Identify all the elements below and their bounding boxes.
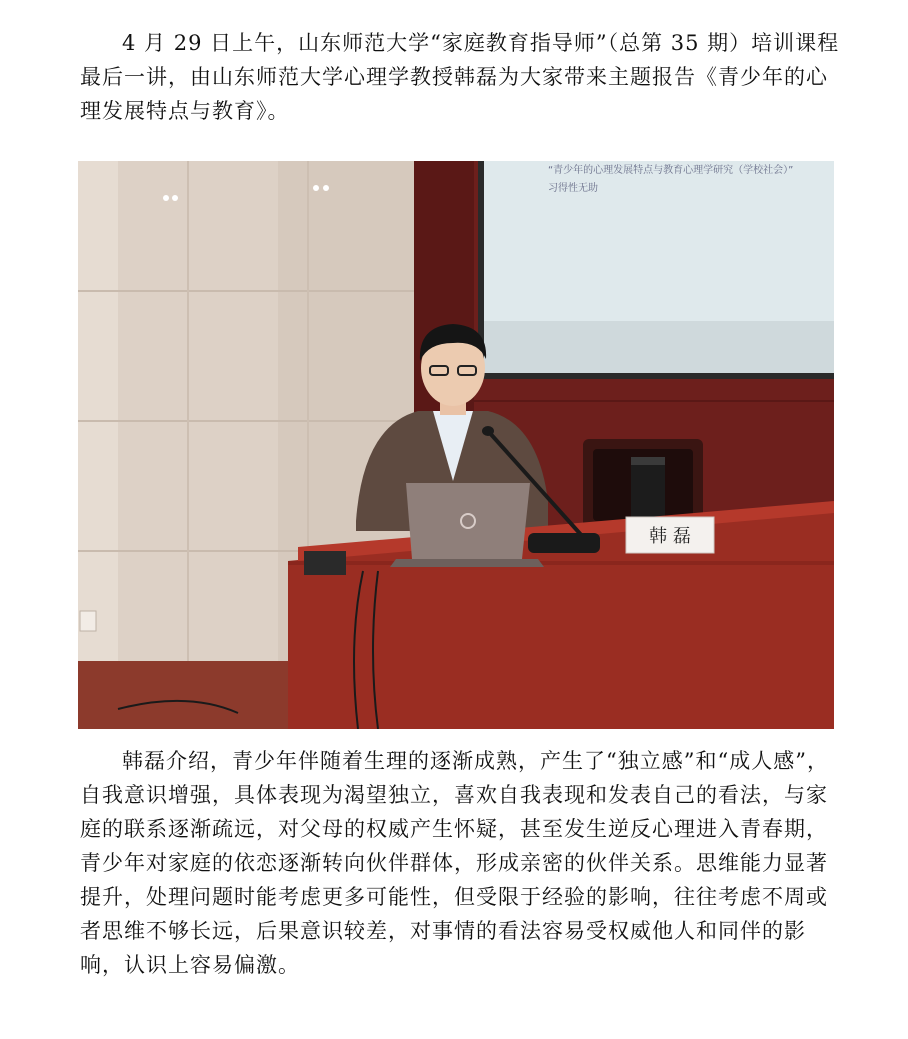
name-plate-text: 韩 磊 (649, 526, 691, 547)
screen-text-line-2: 习得性无助 (548, 183, 598, 194)
screen-text-line-1: “青少年的心理发展特点与教育心理学研究（学校社会）” (548, 165, 794, 176)
body-paragraph: 韩磊介绍，青少年伴随着生理的逐渐成熟，产生了“独立感”和“成人感”，自我意识增强，具体表现为渴望独立，喜欢自我表现和发表自己的看法，与家庭的联系逐渐疏远，对父母的权威产生怀疑，甚至发生逆反心理进入青春期，青少年对家庭的依恋逐渐转向伙伴群体，形成亲密的伙伴关系。思维能力显著提升，处理问题时能考虑更多可能性，但受限于经验的影响，往往考虑不周或者思维不够长远，后果意识较差，对事情的看法容易受权威他人和同伴的影响，认识上容易偏激。 (80, 749, 829, 977)
lecture-photo (78, 161, 834, 729)
intro-paragraph: 4 月 29 日上午，山东师范大学“家庭教育指导师”（总第 35 期）培训课程最后一讲，由山东师范大学心理学教授韩磊为大家带来主题报告《青少年的心理发展特点与教育》。 (80, 31, 840, 123)
